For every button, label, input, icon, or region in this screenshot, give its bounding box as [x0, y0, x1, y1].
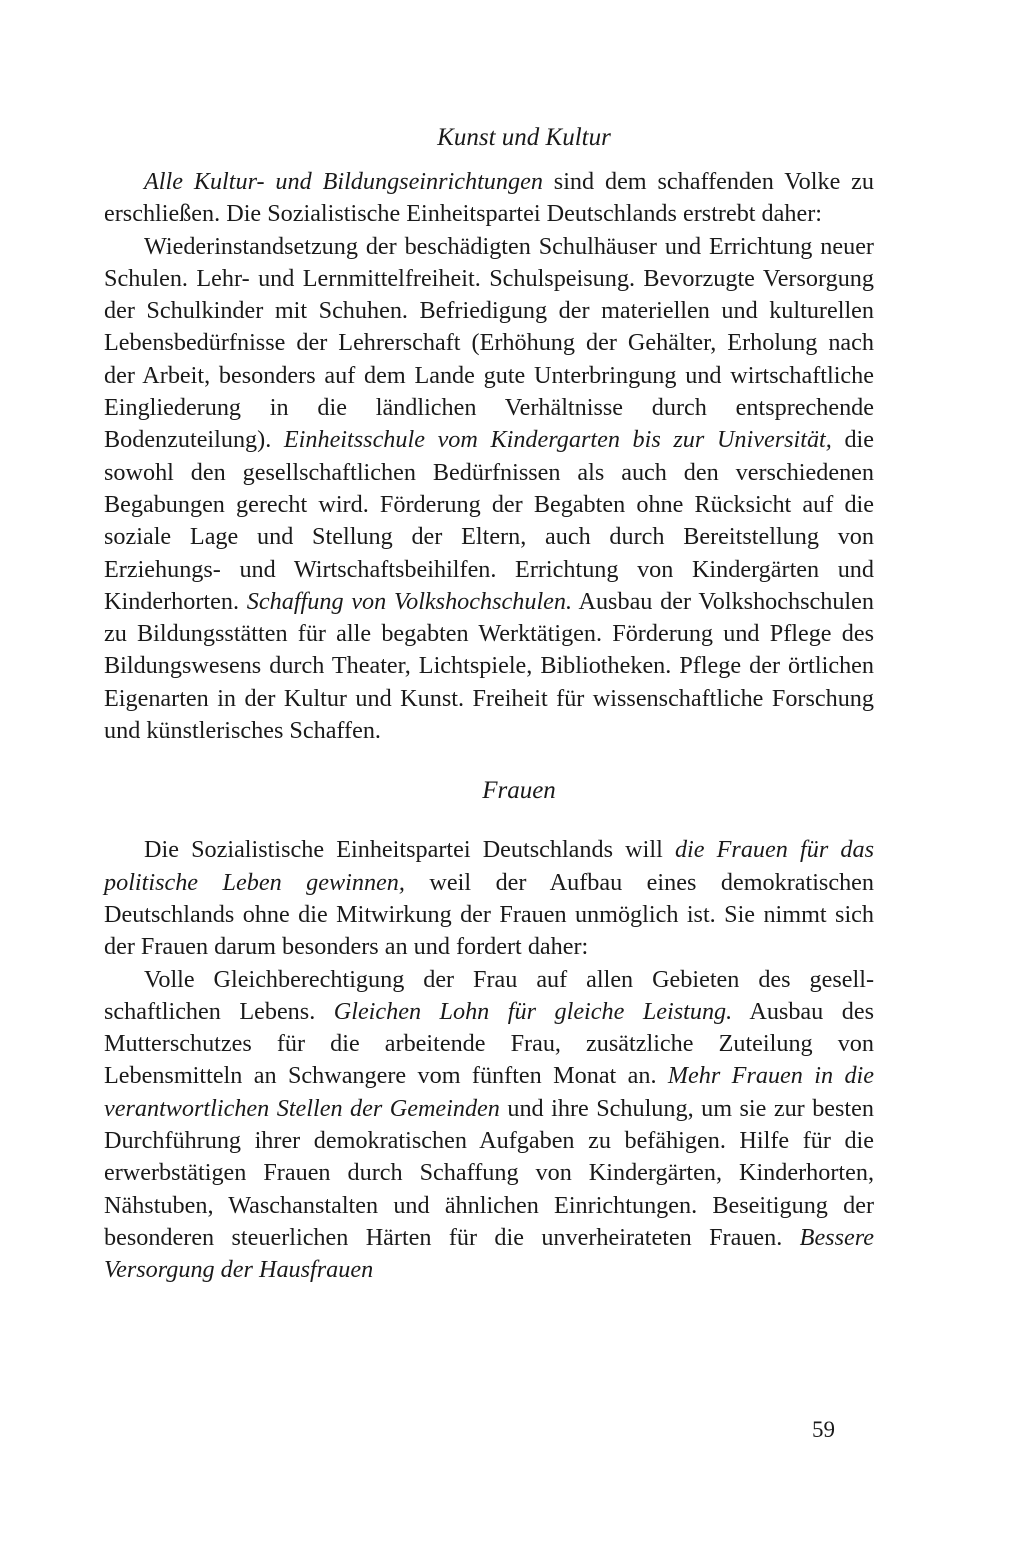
section-kunst-und-kultur: [104, 166, 874, 747]
paragraph: [104, 231, 874, 748]
section-heading-kunst-und-kultur: Kunst und Kultur: [437, 124, 611, 151]
italic-text-run: die Frauen für das politische Leben gewinnen,: [104, 836, 874, 896]
italic-text-run: Mehr Frauen in die verantwortlichen Stellen der Gemeinden: [104, 1062, 874, 1122]
paragraph: [104, 166, 874, 231]
italic-text-run: Einheitsschule vom Kindergarten bis zur Universität,: [283, 426, 832, 454]
section-heading-frauen: Frauen: [482, 777, 556, 805]
page-body: [104, 122, 874, 1287]
paragraph: [104, 834, 874, 963]
italic-text-run: Gleichen Lohn für gleiche Leistung.: [333, 997, 733, 1025]
text-run: Ausbau der Volkshochschulen zu Bildungsstätten für alle begabten Werktätigen. Förderung und Pflege des Bildungswesens durch Theater, Lichtspiele, Bibliotheken. Pflege der örtlichen Eigenarten in der Kultur und Kunst. Freiheit für wissenschaftliche Forschung und künstlerisches Schaffen.: [104, 587, 874, 745]
text-run: Ausbau des Mutterschutzes für die arbeitende Frau, zusätzliche Zuteilung von Lebensmitteln an Schwangere vom fünften Monat an.: [104, 997, 874, 1090]
section-frauen: [104, 834, 874, 1286]
page-number: 59: [812, 1417, 835, 1442]
text-run: Wiederinstandsetzung der beschädigten Schulhäuser und Errichtung neuer Schulen. Lehr- und Lernmittelfreiheit. Schulspeisung. Bevorzugte Versorgung der Schulkinder mit Schuhen. Befriedigung der materiellen und kulturellen Lebensbedürfnisse der Lehrerschaft (Erhöhung der Gehälter, Erholung nach der Arbeit, besonders auf dem Lande gute Unterbringung und wirtschaftliche Eingliederung in die ländlichen Verhältnisse durch entsprechende Bodenzuteilung).: [104, 232, 874, 454]
text-run: Volle Gleichberechtigung der Frau auf allen Gebieten des gesellschaftlichen Lebens.: [104, 965, 874, 1025]
text-run: Die Sozialistische Einheitspartei Deutschlands will: [144, 836, 675, 864]
italic-text-run: Schaffung von Volkshochschulen.: [246, 587, 573, 615]
italic-text-run: Bessere Versorgung der Hausfrauen: [104, 1223, 874, 1284]
italic-text-run: Alle Kultur- und Bildungseinrichtungen: [144, 168, 543, 195]
text-run: sind dem schaffenden Volke zu erschließen. Die Sozialistische Einheitspartei Deutschlands erstrebt daher:: [104, 168, 874, 228]
text-run: weil der Aufbau eines demokratischen Deutschlands ohne die Mitwirkung der Frauen unmöglich ist. Sie nimmt sich der Frauen darum besonders an und fordert daher:: [104, 868, 875, 961]
text-run: und ihre Schulung, um sie zur besten Durchführung ihrer demokratischen Aufgaben zu befähigen. Hilfe für die erwerbstätigen Frauen durch Schaffung von Kindergärten, Kinderhorten, Nähstuben, Waschanstalten und ähnlichen Einrichtungen. Beseitigung der besonderen steuerlichen Härten für die unverheirateten Frauen.: [104, 1094, 874, 1251]
paragraph: [104, 964, 874, 1287]
text-run: die sowohl den gesellschaftlichen Bedürfnissen als auch den verschiedenen Begabungen gerecht wird. Förderung der Begabten ohne Rücksicht auf die soziale Lage und Stellung der Eltern, auch durch Bereitstellung von Erziehungs- und Wirtschaftsbeihilfen. Errichtung von Kindergärten und Kinderhorten.: [104, 426, 874, 615]
